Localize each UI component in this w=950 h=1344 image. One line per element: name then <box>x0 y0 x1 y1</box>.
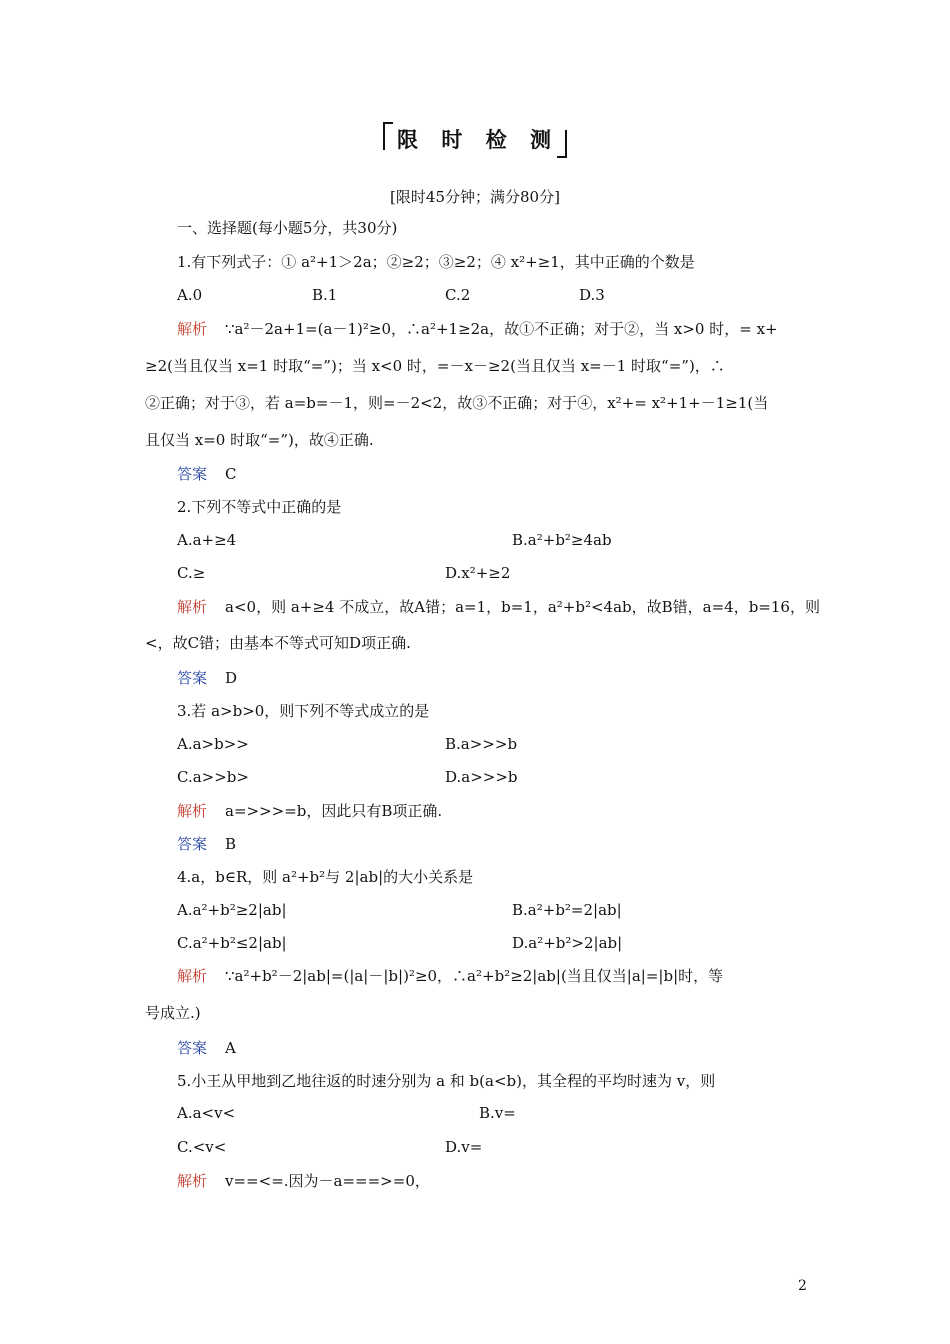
q2-answer-value: D <box>225 669 238 687</box>
q4-analysis-line-2: 号成立.) <box>145 1004 201 1022</box>
q1-option-a: A.0 <box>177 286 203 304</box>
q1-analysis-line-4: 且仅当 x=0 时取“=”)，故④正确. <box>145 431 374 449</box>
q1-option-d: D.3 <box>579 286 605 304</box>
q1-answer <box>177 464 237 484</box>
q1-option-c: C.2 <box>445 286 471 304</box>
q4-option-a: A.a²+b²≥2|ab| <box>177 901 287 919</box>
question-5-stem: 5.小王从甲地到乙地往返的时速分别为 a 和 b(a<b)，其全程的平均时速为 v，则 <box>177 1072 716 1090</box>
q1-analysis-text-1: ∵a²－2a+1=(a－1)²≥0，∴a²+1≥2a，故①不正确；对于②，当 x>0 时，= x+ <box>225 320 778 338</box>
q1-option-b: B.1 <box>312 286 338 304</box>
answer-label: 答案 <box>177 669 208 687</box>
answer-label: 答案 <box>177 1039 208 1057</box>
title-block <box>0 122 950 158</box>
q5-option-b: B.v= <box>479 1104 516 1122</box>
time-score-note: [限时45分钟；满分80分] <box>390 188 560 206</box>
q3-answer-value: B <box>225 835 237 853</box>
q2-option-d: D.x²+≥2 <box>445 564 511 582</box>
q5-option-a: A.a<v< <box>177 1104 236 1122</box>
q1-analysis-line-2: ≥2(当且仅当 x=1 时取“=”)；当 x<0 时，=－x－≥2(当且仅当 x=－1 时取“=”)，∴ <box>145 357 725 375</box>
q2-answer <box>177 668 237 688</box>
q4-option-c: C.a²+b²≤2|ab| <box>177 934 287 952</box>
q3-option-b: B.a>>>b <box>445 735 518 753</box>
q3-analysis-line-1 <box>177 801 442 821</box>
analysis-label: 解析 <box>177 320 208 338</box>
q3-option-c: C.a>>b> <box>177 768 249 786</box>
q2-option-c: C.≥ <box>177 564 206 582</box>
q5-analysis-text-1: v==<=.因为－a===>=0， <box>225 1172 430 1190</box>
q2-analysis-line-2: <，故C错；由基本不等式可知D项正确. <box>145 634 411 652</box>
answer-label: 答案 <box>177 835 208 853</box>
q5-option-c: C.<v< <box>177 1138 227 1156</box>
q3-answer <box>177 834 236 854</box>
q4-answer <box>177 1038 236 1058</box>
q4-option-b: B.a²+b²=2|ab| <box>512 901 622 919</box>
page-number: 2 <box>798 1278 807 1294</box>
q4-answer-value: A <box>225 1039 236 1057</box>
analysis-label: 解析 <box>177 967 208 985</box>
q1-answer-value: C <box>225 465 237 483</box>
analysis-label: 解析 <box>177 598 208 616</box>
question-4-stem: 4.a，b∈R，则 a²+b²与 2|ab|的大小关系是 <box>177 868 474 886</box>
q1-analysis-line-1 <box>177 319 778 339</box>
section-heading: 一、选择题(每小题5分，共30分) <box>177 219 398 237</box>
question-2-stem: 2.下列不等式中正确的是 <box>177 498 342 516</box>
question-3-stem: 3.若 a>b>0，则下列不等式成立的是 <box>177 702 430 720</box>
q2-analysis-line-1 <box>177 597 820 617</box>
analysis-label: 解析 <box>177 802 208 820</box>
q2-option-b: B.a²+b²≥4ab <box>512 531 612 549</box>
q2-option-a: A.a+≥4 <box>177 531 237 549</box>
answer-label: 答案 <box>177 465 208 483</box>
analysis-label: 解析 <box>177 1172 208 1190</box>
q4-analysis-text-1: ∵a²+b²－2|ab|=(|a|－|b|)²≥0，∴a²+b²≥2|ab|(当且仅当|a|=|b|时，等 <box>225 967 724 985</box>
q1-analysis-line-3: ②正确；对于③，若 a=b=－1，则=－2<2，故③不正确；对于④，x²+= x²+1+－1≥1(当 <box>145 394 769 412</box>
question-1-stem: 1.有下列式子：① a²+1＞2a；②≥2；③≥2；④ x²+≥1，其中正确的个数是 <box>177 253 695 271</box>
q2-analysis-text-1: a<0，则 a+≥4 不成立，故A错；a=1，b=1，a²+b²<4ab，故B错，a=4，b=16，则 <box>225 598 820 616</box>
q4-analysis-line-1 <box>177 966 723 986</box>
q4-option-d: D.a²+b²>2|ab| <box>512 934 623 952</box>
q5-option-d: D.v= <box>445 1138 483 1156</box>
q3-analysis-text-1: a=>>>=b，因此只有B项正确. <box>225 802 443 820</box>
q5-analysis-line-1 <box>177 1171 430 1191</box>
page-title: 限 时 检 测 <box>383 122 567 158</box>
q3-option-a: A.a>b>> <box>177 735 249 753</box>
q3-option-d: D.a>>>b <box>445 768 518 786</box>
